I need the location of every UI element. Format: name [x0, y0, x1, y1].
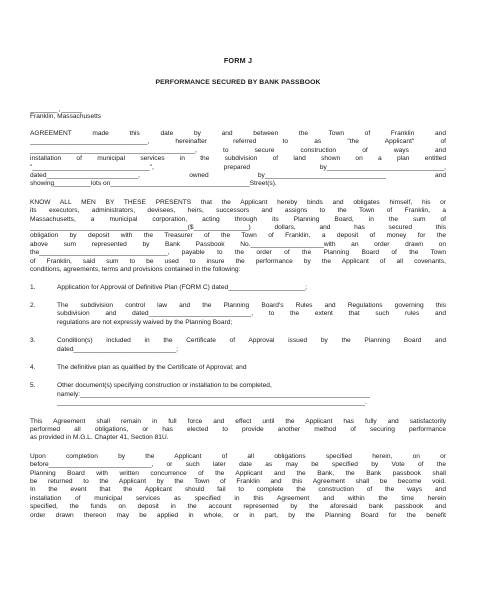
know-all-line-2: its executors, administrators, devisees, heirs, successors and assigns to the Town of Franklin, a: [30, 207, 446, 215]
list-item-text: regulations are not expressly waived by the Planning Board;: [57, 318, 233, 326]
list-item: [30, 302, 446, 327]
remain-paragraph: [30, 418, 446, 443]
agreement-line-6: dated_________________________, owned by_________________________________ and: [30, 172, 446, 180]
upon-line-4: be returned to the Applicant by the Town of Franklin and this Agreement shall be become void.: [30, 478, 446, 485]
place-name: Franklin, Massachusetts: [30, 113, 102, 120]
list-item-text: The definitive plan as qualified by the Certificate of Approval; and: [57, 363, 247, 371]
document-title: PERFORMANCE SECURED BY BANK PASSBOOK: [155, 79, 321, 86]
know-all-line-1: KNOW ALL MEN BY THESE PRESENTS that the Applicant hereby binds and obligates himself, his or: [30, 198, 446, 206]
upon-line-8: order drawn thereon may be applied in whole, or in part, by the Planning Board for the benefit: [30, 511, 446, 519]
list-item: [30, 382, 446, 407]
list-item-text: The subdivision control law and the Planning Board's Rules and Regulations governing this: [57, 301, 446, 309]
agreement-line-1: AGREEMENT made this date by and between the Town of Franklin and: [30, 130, 446, 137]
know-all-line-4: ___________________________________________($_______________) dollars, and has secured this: [30, 224, 446, 232]
know-all-line-9: conditions, agreements, terms and provisions contained in the following:: [30, 266, 241, 274]
know-all-line-7: the___________________________________, payable to the order of the Planning Board of the Town: [30, 249, 446, 257]
provisions-list: [30, 284, 446, 408]
list-item-text: Application for Approval of Definitive Plan (FORM C) dated_____________________;: [57, 283, 307, 291]
list-item-number: 5.: [30, 382, 36, 390]
list-item: [30, 364, 446, 372]
agreement-line-2: ________________________________, hereinafter referred to as "the Applicant" of: [30, 138, 446, 146]
upon-line-7: specified, the funds on deposit in the account represented by the aforesaid bank passbook and: [30, 503, 446, 511]
form-id: FORM J: [223, 56, 253, 65]
list-item-number: 3.: [30, 337, 36, 345]
agreement-line-7: showing__________lots on______________________________________Street(s).: [30, 180, 277, 188]
list-item-text: ____________________________________________________________________________________.: [57, 399, 367, 407]
list-item-text: namely:_______________________________________________________________________________: [57, 390, 370, 398]
list-item: [30, 284, 446, 292]
list-item-number: 1.: [30, 283, 36, 291]
list-item: [30, 337, 446, 354]
upon-line-6: installation of municipal services as specified in this Agreement and within the time herein: [30, 494, 446, 502]
upon-line-5: In the event that the Applicant should fail to complete the construction of the ways and: [30, 486, 446, 494]
list-item-number: 4.: [30, 363, 36, 371]
upon-line-3: Planning Board with written concurrence of the Applicant and the Bank, the Bank passbook shall: [30, 469, 446, 477]
upon-line-1: Upon completion by the Applicant of all obligations specified herein, on or: [30, 452, 446, 460]
list-item-text: Condition(s) included in the Certificate of Approval issued by the Planning Board and: [57, 337, 446, 345]
remain-line-3: as provided in M.G.L. Chapter 41, Section 81U.: [30, 434, 169, 442]
agreement-line-3: _____________________________________________, to secure construction of ways and: [30, 146, 446, 154]
upon-completion-paragraph: [30, 453, 446, 520]
agreement-paragraph: [30, 130, 446, 189]
list-item-text: dated____________________________;: [57, 345, 179, 353]
know-all-line-6: above sum represented by Bank Passbook No.____________________with an order drawn on: [30, 240, 446, 248]
remain-line-1: This Agreement shall remain in full force and effect until the Applicant has fully and satisfactorily: [30, 417, 446, 425]
agreement-line-5: "________________________________", prepared by________________________________,: [30, 163, 446, 171]
list-item-text: subdivision and dated____________________________, to the extent that such rules and: [57, 310, 446, 318]
list-item-text: Other document(s) specifying construction or installation to be completed,: [57, 382, 272, 390]
know-all-line-5: obligation by deposit with the Treasurer of the Town of Franklin, a deposit of money for the: [30, 232, 446, 240]
remain-line-2: performed all obligations, or has elected to provide another method of securing performance: [30, 425, 446, 433]
know-all-line-3: Massachusetts, a municipal corporation, acting through its Planning Board, in the sum of: [30, 215, 446, 223]
date-line: [30, 106, 446, 120]
know-all-line-8: of Franklin, said sum to be used to insure the performance by the Applicant of all covenants,: [30, 257, 446, 265]
agreement-line-4: installation of municipal services in the subdivision of land shown on a plan entitled: [30, 155, 446, 163]
know-all-paragraph: [30, 199, 446, 275]
date-blank: ________ , ______: [30, 106, 82, 113]
list-item-number: 2.: [30, 301, 36, 309]
upon-line-2: before____________________________, or such later date as may be specified by Vote of the: [30, 461, 446, 469]
